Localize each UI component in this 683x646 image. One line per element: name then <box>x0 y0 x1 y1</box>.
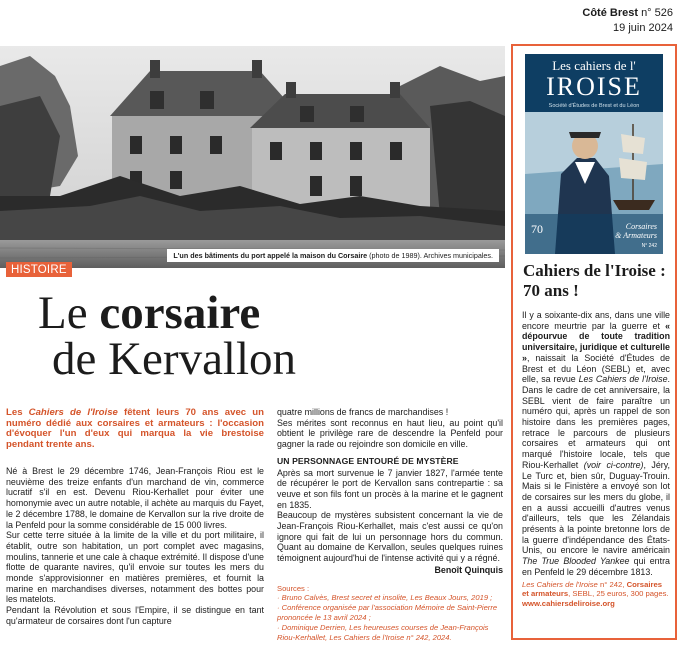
title-line2: de Kervallon <box>52 333 297 385</box>
note-url[interactable]: www.cahiersdeliroise.org <box>522 598 615 608</box>
issue-number: n° 526 <box>641 7 673 19</box>
sidebar-note <box>522 580 670 609</box>
paragraph: Sur cette terre située à la limite de la ville et du port militaire, il établit, outre son habitation, un port complet avec magasins, moulins, tannerie et une cale à chaque extrémité. Il dispose d'une flotte de quarante navires, qu'il envoie sur toutes les mers du monde s'approvisionner en matières premières, et fournit la marine en marchandises diverses, notamment des bottes pour les matelots. <box>6 530 264 605</box>
note-a: n° 242, <box>597 579 627 589</box>
sidebar-text-b: , naissait la Société d'Études de Brest et du Léon (SEBL) et, avec elle, sa revue <box>522 352 670 385</box>
magazine-cover <box>525 54 663 254</box>
article-column-1 <box>6 466 264 627</box>
masthead <box>582 6 673 36</box>
sidebar-italic-3: The True Blooded Yankee <box>522 556 630 567</box>
note-bold: Corsaires et armateurs <box>522 579 663 599</box>
article-photo <box>0 46 505 268</box>
cover-title-line2: & Armateurs <box>615 231 657 240</box>
cover-title-line1: Corsaires <box>625 222 657 231</box>
sources-block <box>277 584 503 643</box>
cover-title <box>615 222 657 240</box>
paragraph: Né à Brest le 29 décembre 1746, Jean-François Riou est le neuvième des treize enfants d'un marchand de vin, commerce lucratif s'il en est. Devenu Riou-Kerhallet pour éviter une homonymie avec un autre notable, il achète au marquis du Fayet, le 2 décembre 1788, le domaine de Kervallon sur la rive droite de la Penfeld pour la somme considérable de 15 000 livres. <box>6 466 264 530</box>
paragraph: Ses mérites sont reconnus en haut lieu, au point qu'il obtient le privilège rare de descendre la Penfeld pour gagner la rade ou rejoindre son domicile en ville. <box>277 417 503 450</box>
cover-header: Les cahiers de l' <box>552 58 636 73</box>
article-column-2 <box>277 407 503 642</box>
sources-label: Sources : <box>277 583 310 593</box>
photo-caption <box>167 249 499 262</box>
sidebar-italic: Les Cahiers de l'Iroise <box>578 374 668 385</box>
intro-b: fêtent leurs 70 ans avec un numéro dédié aux corsaires et armateurs : l'occasion d'évoquer l'un d'eux qui marqua la vie brestoise pendant trente ans. <box>6 407 264 451</box>
sidebar-italic-2: (voir ci-contre) <box>583 459 644 470</box>
issue-date: 19 juin 2024 <box>613 22 673 34</box>
caption-credit: Archives municipales. <box>421 251 493 260</box>
paragraph: Après sa mort survenue le 7 janvier 1827, l'armée tente de récupérer le port de Kervallon sans contrepartie : sa veuve et son fils font un procès à la marine et le gagnent en 1835. <box>277 467 503 510</box>
caption-bold: L'un des bâtiments du port appelé la maison du Corsaire <box>173 251 368 260</box>
cover-number: N° 242 <box>641 243 657 249</box>
note-italic: Les Cahiers de l'Iroise <box>522 579 598 589</box>
paragraph: Beaucoup de mystères subsistent concernant la vie de Jean-François Riou-Kerhallet, mais c'est aussi ce qu'on ignore qui fait de lui un personnage hors du commun. Quant au domaine de Kervallon, seules quelques ruines témoignent aujourd'hui de l'intense activité qui y a régné. <box>277 510 503 564</box>
section-subhead: UN PERSONNAGE ENTOURÉ DE MYSTÈRE <box>277 455 459 466</box>
sidebar-text-c: . Dans le cadre de cet anniversaire, la SEBL vient de faire paraître un numéro qui, après un rappel de son histoire dans les premières pages, retrace le parcours de plusieurs corsaires et armateurs qui ont marqué l'histoire locale, tels que Riou-Kerhallet <box>522 374 670 470</box>
source-item: · Bruno Calvès, Brest secret et insolite, Les Beaux Jours, 2019 ; <box>277 593 493 603</box>
cover-name: IROISE <box>546 72 642 101</box>
cover-anniversary: 70 <box>531 222 543 236</box>
author-byline: Benoît Quinquis <box>434 564 503 575</box>
sidebar-text-a: Il y a soixante-dix ans, dans une ville encore meurtrie par la guerre et <box>522 310 670 331</box>
sidebar-quote: « dépourvue de toute tradition universitaire, juridique et culturelle » <box>522 320 670 363</box>
sidebar-text-e: qui entra en Penfeld le 29 décembre 1813. <box>522 556 670 577</box>
paragraph: Pendant la Révolution et sous l'Empire, il se distingue en tant qu'armateur de corsaires dont l'un capture <box>6 605 264 626</box>
intro-a: Les <box>6 407 29 418</box>
sidebar-text <box>522 310 670 608</box>
caption-rest: (photo de 1989). <box>367 251 422 260</box>
article-intro <box>6 408 264 451</box>
cover-society: Société d'Études de Brest et du Léon <box>548 103 640 109</box>
category-badge: HISTOIRE <box>6 262 72 277</box>
sidebar-text-d: , Jéry, Le Turc et, bien sûr, Duguay-Trouin. Mais si le Finistère a envoyé son lot de corsaires sur les mers du globe, il en a aussi accueilli d'autres venus d'ailleurs, tels que les Zélandais présents à la pointe bretonne lors de la guerre d'indépendance des États-Unis, ou encore le navire américain <box>522 459 670 556</box>
paragraph: quatre millions de francs de marchandises ! <box>277 407 449 417</box>
sidebar-box <box>511 44 677 640</box>
title-bold: corsaire <box>99 287 261 339</box>
publication-name: Côté Brest <box>582 7 638 19</box>
source-item: · Conférence organisée par l'association Mémoire de Saint-Pierre prononcée le 13 avril 2024 ; <box>277 603 498 622</box>
source-item: · Dominique Derrien, Les heureuses courses de Jean-François Riou-Kerhallet, Les Cahiers de l'Iroise n° 242, 2024. <box>277 622 489 642</box>
title-prefix: Le <box>38 287 100 339</box>
article-title <box>38 287 297 385</box>
intro-italic: Cahiers de l'Iroise <box>28 407 118 418</box>
manor-house-photo <box>0 46 505 268</box>
sidebar-title: Cahiers de l'Iroise : 70 ans ! <box>523 261 666 300</box>
note-b: , SEBL, 25 euros, 300 pages. <box>568 589 669 599</box>
